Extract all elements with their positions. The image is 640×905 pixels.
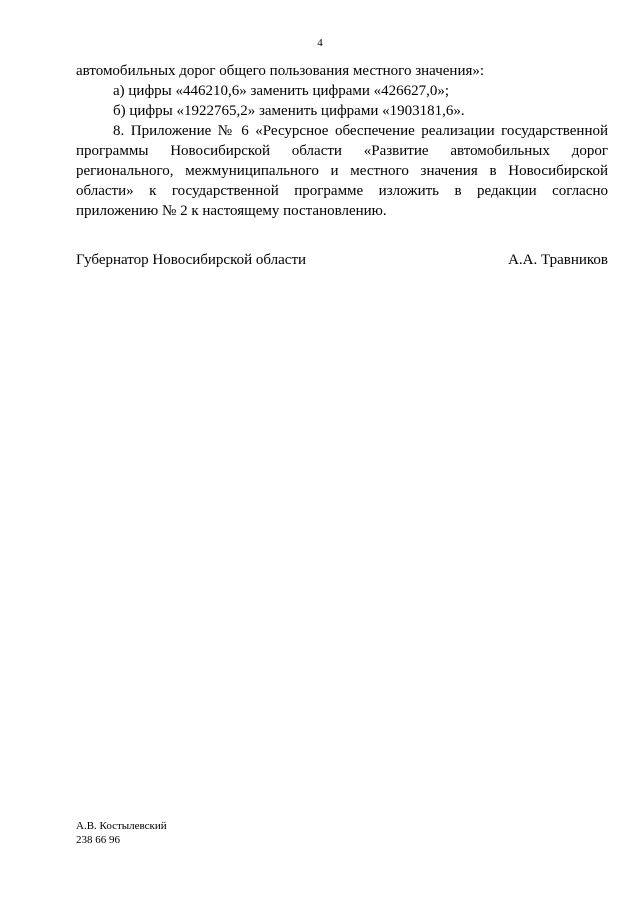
footer-contact (76, 819, 167, 847)
signatory-position: Губернатор Новосибирской области (76, 252, 307, 268)
list-item-b: б) цифры «1922765,2» заменить цифрами «1903181,6». (113, 103, 465, 119)
paragraph-continuation: автомобильных дорог общего пользования местного значения»: (76, 63, 485, 79)
footer-phone: 238 66 96 (76, 834, 120, 846)
footer-author: А.В. Костылевский (76, 820, 167, 832)
signature-block (76, 250, 608, 270)
page-number: 4 (317, 37, 323, 49)
list-item-a: а) цифры «446210,6» заменить цифрами «426627,0»; (113, 83, 450, 99)
document-body (76, 61, 608, 221)
paragraph-item-8: 8. Приложение № 6 «Ресурсное обеспечение реализации государственной программы Новосибирской области «Развитие автомобильных дорог регионального, межмуниципального и местного значения в Новосибирской области» к государственной программе изложить в редакции согласно приложению № 2 к настоящему постановлению. (76, 123, 608, 219)
signatory-name: А.А. Травников (508, 252, 608, 268)
